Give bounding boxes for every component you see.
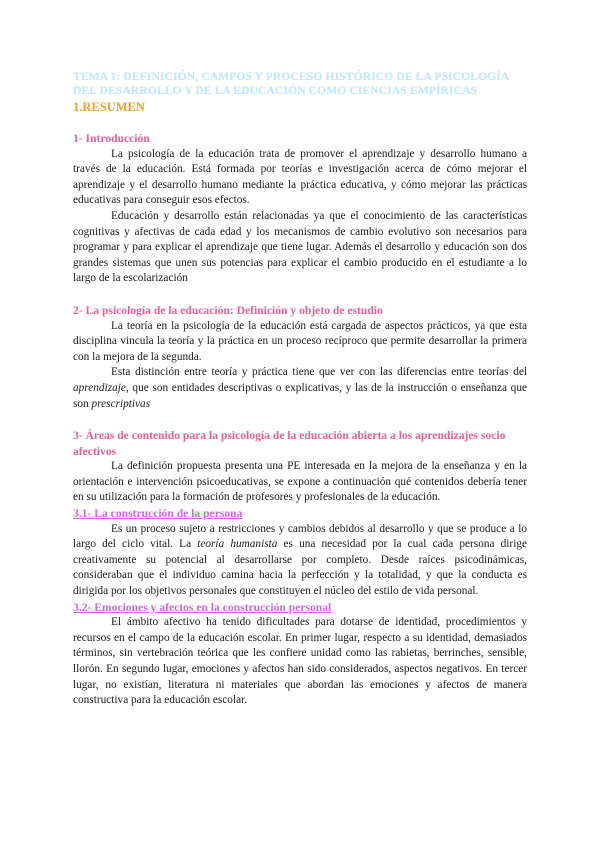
italic-term: prescriptivas <box>91 397 151 410</box>
paragraph-text: Esta distinción entre teoría y práctica tiene que ver con las diferencias entre teorías del <box>111 366 527 379</box>
paragraph-text: , que son entidades descriptivas o explicativas, y las de la instrucción o enseñanza que son <box>73 381 527 410</box>
paragraph: La psicología de la educación trata de promover el aprendizaje y desarrollo humano a través de la educación. Está formada por teorías e investigación acerca de cómo mejorar el aprendizaje y el desarrollo humano mediante la práctica educativa, y cómo mejorar las prácticas educativas para conseguir esos efectos. <box>73 147 527 207</box>
summary-heading: 1.RESUMEN <box>73 100 145 114</box>
paragraph <box>73 522 527 600</box>
section-heading-introduccion: 1- Introducción <box>73 132 150 145</box>
subsection-heading-emociones-afectos: 3.2- Emociones y afectos en la construcción personal <box>73 600 332 614</box>
subsection-heading-construccion-persona: 3.1- La construcción de la persona <box>73 507 243 521</box>
section-heading-psicologia-educacion: 2- La psicología de la educación: Definición y objeto de estudio <box>73 303 383 317</box>
paragraph: El ámbito afectivo ha tenido dificultades para dotarse de identidad, procedimientos y recursos en el campo de la educación escolar. En primer lugar, respecto a su identidad, demasiados términos, sin vertebración teórica que les confiere unidad como las rabietas, berrinches, sensible, llorón. En segundo lugar, emociones y afectos han sido considerados, aspectos negativos. En tercer lugar, no existían, literatura ni materiales que abordan las emociones y afectos de manera constructiva para la educación escolar. <box>73 616 527 707</box>
paragraph: La definición propuesta presenta una PE interesada en la mejora de la enseñanza y en la orientación e intervención psicoeducativas, se expone a continuación qué contenidos debería tener en su utilización para la formación de profesores y profesionales de la educación. <box>73 460 527 504</box>
italic-term: teoría humanista <box>197 538 278 551</box>
document-body <box>73 70 527 709</box>
paragraph <box>73 365 527 412</box>
paragraph: La teoría en la psicología de la educación está cargada de aspectos prácticos, ya que esta disciplina vincula la teoría y la práctica en un proceso recíproco que permite desarrollar la primera con la mejora de la segunda. <box>73 319 527 363</box>
document-title: TEMA 1: DEFINICIÓN, CAMPOS Y PROCESO HISTÓRICO DE LA PSICOLOGÍA DEL DESARROLLO Y DE LA EDUCACIÓN COMO CIENCIAS EMPÍRICAS <box>73 70 509 97</box>
paragraph: Educación y desarrollo están relacionadas ya que el conocimiento de las características cognitivas y afectivas de cada edad y los mecanismos de cambio evolutivo son necesarios para programar y para explicar el aprendizaje que tiene lugar. Además el desarrollo y educación son dos grandes sistemas que unen sus potencias para explicar el cambio producido en el estudiante a lo largo de la escolarización <box>73 209 527 285</box>
section-heading-areas-contenido: 3- Áreas de contenido para la psicología de la educación abierta a los aprendizajes socio afectivos <box>73 429 506 458</box>
paragraph-text: es una necesidad por la cual cada persona dirige creativamente su potencial al desarrollarse por completo. Desde raíces psicodinámicas, consideraban que el individuo camina hacia la perfección y la totalidad, y que la conducta es dirigida por los objetivos personales que constituyen el núcleo del estilo de vida personal. <box>73 538 527 598</box>
paragraph-text: Es un proceso sujeto a restricciones y cambios debidos al desarrollo y que se produce a lo largo del ciclo vital. La <box>73 522 527 551</box>
italic-term: aprendizaje <box>73 381 126 394</box>
